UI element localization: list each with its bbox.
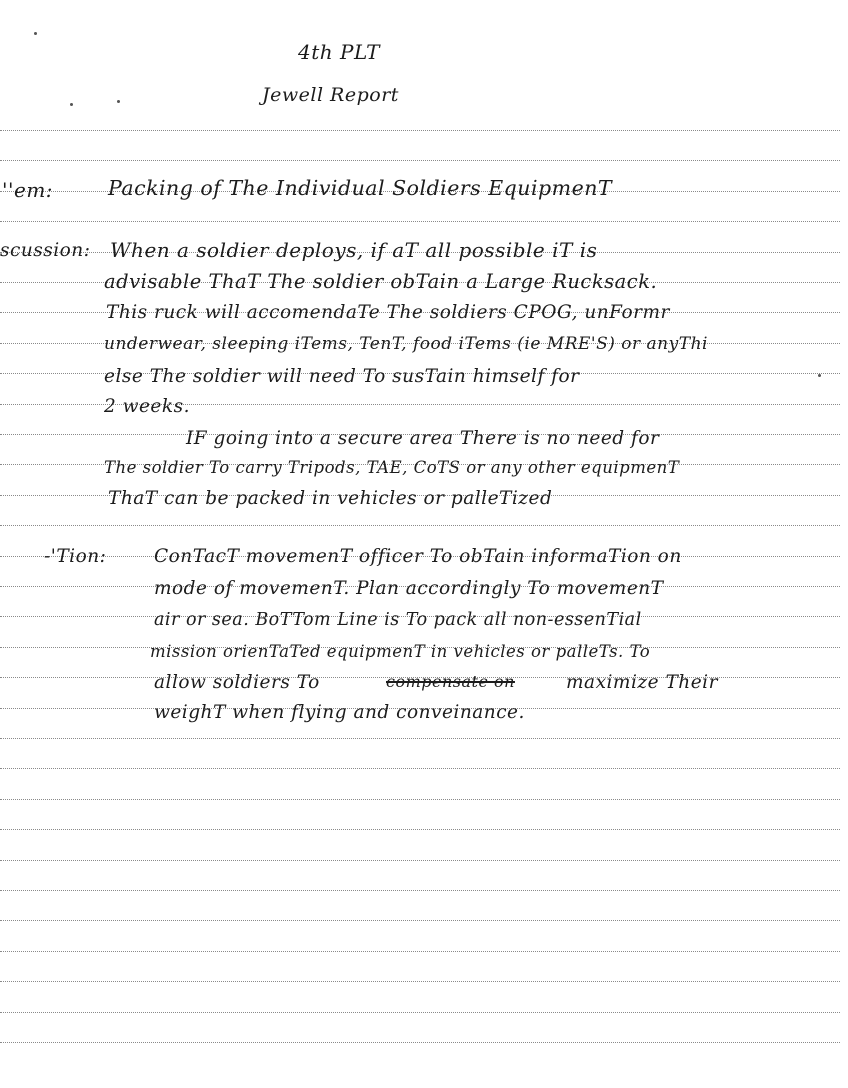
ruled-line: [0, 768, 840, 769]
ruled-line: [0, 920, 840, 921]
struck-out-text: compensate on: [386, 672, 515, 691]
ink-speck: [34, 32, 37, 35]
item-text: Packing of The Individual Soldiers EquipmenT: [108, 176, 613, 200]
discussion-line: underwear, sleeping iTems, TenT, food iTems (ie MRE'S) or anyThi: [104, 334, 708, 354]
recommendation-line: ConTacT movemenT officer To obTain informaTion on: [154, 546, 682, 567]
recommendation-line: maximize Their: [566, 672, 718, 693]
discussion-line: 2 weeks.: [104, 396, 190, 417]
ruled-line: [0, 981, 840, 982]
ink-speck: [818, 374, 821, 377]
item-label: ''em:: [2, 178, 54, 202]
ruled-line: [0, 525, 840, 526]
recommendation-line: allow soldiers To: [154, 672, 320, 693]
discussion-line: The soldier To carry Tripods, TAE, CoTS or any other equipmenT: [104, 458, 680, 477]
platoon-heading: 4th PLT: [298, 40, 380, 64]
discussion-line: When a soldier deploys, if aT all possible iT is: [110, 238, 598, 262]
ruled-line: [0, 1012, 840, 1013]
recommendation-label: -'Tion:: [44, 546, 107, 567]
ink-speck: [117, 100, 120, 103]
recommendation-line: mission orienTaTed equipmenT in vehicles or palleTs. To: [150, 642, 651, 661]
discussion-line: else The soldier will need To susTain himself for: [104, 366, 580, 387]
discussion-line: advisable ThaT The soldier obTain a Large Rucksack.: [104, 270, 658, 293]
ruled-line: [0, 799, 840, 800]
ruled-line: [0, 860, 840, 861]
recommendation-line: mode of movemenT. Plan accordingly To movemenT: [154, 578, 664, 599]
ruled-line: [0, 951, 840, 952]
discussion-line: IF going into a secure area There is no need for: [186, 428, 660, 449]
discussion-label: scussion:: [0, 240, 91, 261]
ruled-line: [0, 1042, 840, 1043]
discussion-line: This ruck will accomendaTe The soldiers CPOG, unFormr: [106, 302, 670, 323]
ruled-line: [0, 130, 840, 131]
ruled-line: [0, 890, 840, 891]
report-heading: Jewell Report: [262, 84, 399, 106]
recommendation-line: weighT when flying and conveinance.: [154, 702, 525, 723]
ruled-line: [0, 221, 840, 222]
ruled-line: [0, 738, 840, 739]
ink-speck: [70, 103, 73, 106]
ruled-line: [0, 829, 840, 830]
recommendation-line: air or sea. BoTTom Line is To pack all non-essenTial: [154, 610, 642, 630]
ruled-line: [0, 160, 840, 161]
discussion-line: ThaT can be packed in vehicles or palleTized: [108, 488, 553, 509]
